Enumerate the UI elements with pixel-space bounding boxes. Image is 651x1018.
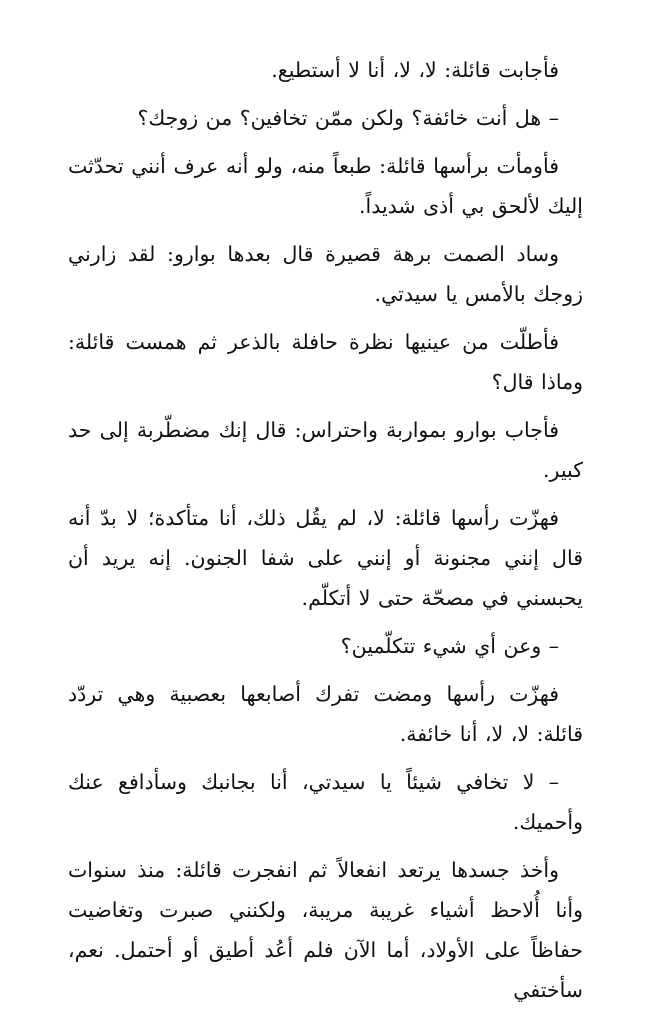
- paragraph-11: وأخذ جسدها يرتعد انفعالاً ثم انفجرت قائلة: منذ سنوات وأنا أُلاحظ أشياء غريبة مريبة، ولكنني صبرت وتغاضيت حفاظاً على الأولاد، أما الآن فلم أعُد أطيق أو أحتمل. نعم، سأختفي: [68, 858, 583, 1002]
- book-page-text: [68, 50, 583, 1018]
- paragraph-3: فأومأت برأسها قائلة: طبعاً منه، ولو أنه عرف أنني تحدّثت إليك لألحق بي أذى شديداً.: [68, 154, 583, 218]
- paragraph-1: فأجابت قائلة: لا، لا، أنا لا أستطيع.: [271, 58, 559, 82]
- paragraph-7: فهزّت رأسها قائلة: لا، لم يقُل ذلك، أنا متأكدة؛ لا بدّ أنه قال إنني مجنونة أو إنني على شفا الجنون. إنه يريد أن يحبسني في مصحّة حتى لا أتكلّم.: [68, 506, 583, 610]
- paragraph-4: وساد الصمت برهة قصيرة قال بعدها بوارو: لقد زارني زوجك بالأمس يا سيدتي.: [68, 242, 583, 306]
- paragraph-6: فأجاب بوارو بمواربة واحتراس: قال إنك مضطّربة إلى حد كبير.: [68, 418, 583, 482]
- paragraph-5: فأطلّت من عينيها نظرة حافلة بالذعر ثم همست قائلة: وماذا قال؟: [68, 330, 583, 394]
- paragraph-10: – لا تخافي شيئاً يا سيدتي، أنا بجانبك وسأدافع عنك وأحميك.: [68, 770, 583, 834]
- paragraph-9: فهزّت رأسها ومضت تفرك أصابعها بعصبية وهي تردّد قائلة: لا، لا، أنا خائفة.: [68, 682, 583, 746]
- paragraph-8: – وعن أي شيء تتكلّمين؟: [340, 634, 559, 658]
- paragraph-2: – هل أنت خائفة؟ ولكن ممّن تخافين؟ من زوجك؟: [137, 106, 559, 130]
